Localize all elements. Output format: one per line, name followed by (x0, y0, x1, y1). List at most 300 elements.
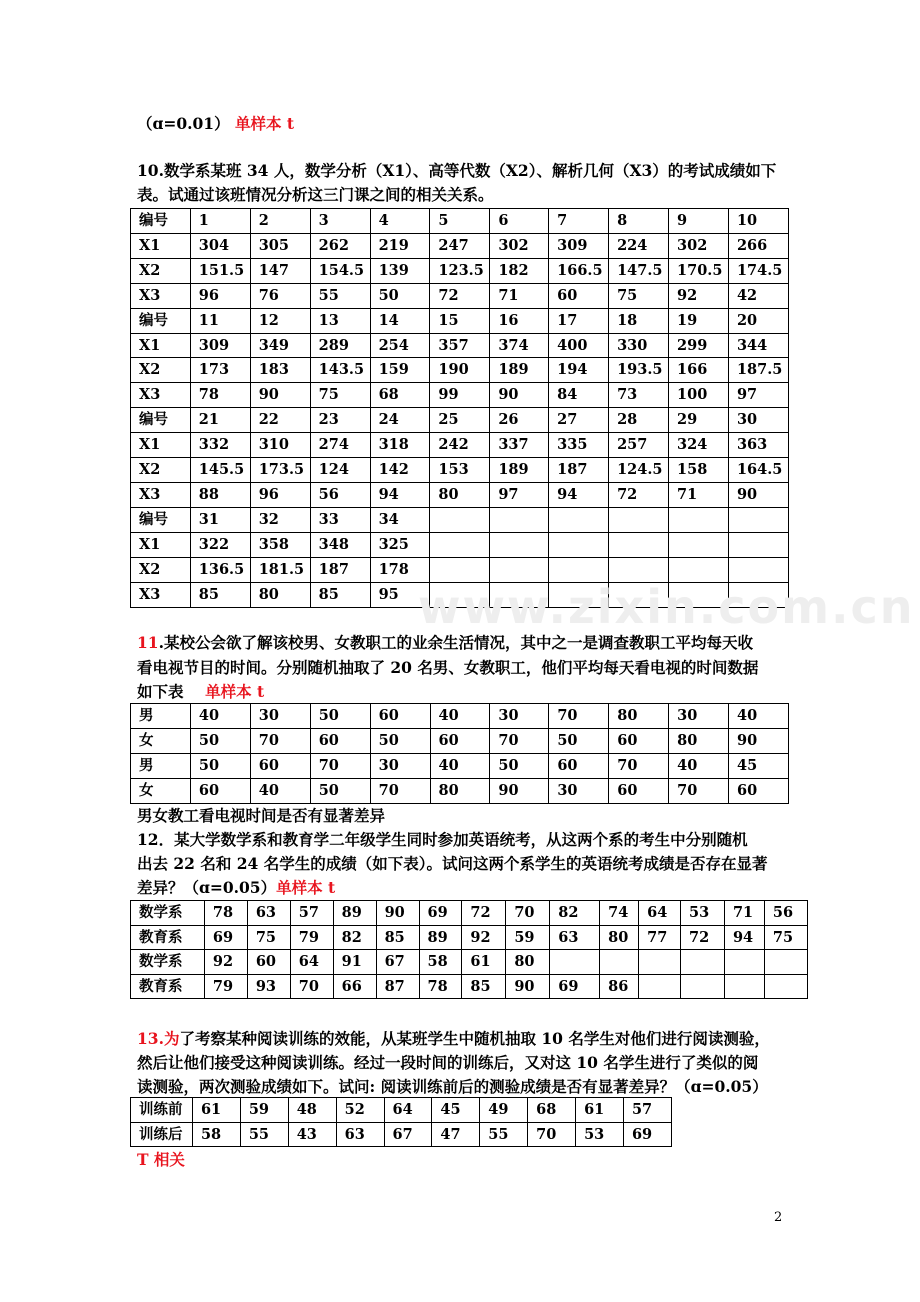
table-cell: 181.5 (250, 557, 310, 582)
table-cell: 70 (310, 754, 370, 779)
table-cell: 56 (764, 901, 807, 926)
table-cell: 79 (204, 974, 247, 999)
table-cell: 29 (669, 408, 729, 433)
table-cell (490, 532, 549, 557)
table-cell: 262 (310, 233, 370, 258)
table-cell: 19 (669, 308, 729, 333)
table-row (131, 704, 789, 729)
table-cell: 80 (430, 779, 490, 804)
table-cell: 309 (190, 333, 250, 358)
table-cell: 60 (729, 779, 789, 804)
table-row (131, 258, 789, 283)
table-cell (609, 557, 669, 582)
table-row (131, 209, 789, 234)
table-cell: 16 (490, 308, 549, 333)
table-cell: 25 (430, 408, 490, 433)
table-cell: 63 (336, 1122, 384, 1147)
table-cell: 80 (600, 925, 639, 950)
table-cell: 154.5 (310, 258, 370, 283)
table-cell: 40 (250, 779, 310, 804)
table-cell: 80 (250, 582, 310, 607)
table-cell: 85 (310, 582, 370, 607)
table-cell: 60 (250, 754, 310, 779)
row-header-cell: X2 (131, 557, 191, 582)
table-cell (728, 557, 788, 582)
table-cell: 189 (490, 358, 549, 383)
table-cell (639, 950, 681, 975)
table-cell: 72 (681, 925, 725, 950)
table-cell: 86 (600, 974, 639, 999)
row-header-cell: 训练前 (131, 1098, 193, 1123)
table-cell: 53 (681, 901, 725, 926)
table-cell: 363 (728, 433, 788, 458)
table-cell: 60 (549, 754, 609, 779)
table-cell: 45 (432, 1098, 480, 1123)
table-cell (681, 974, 725, 999)
table-cell: 57 (290, 901, 333, 926)
table-cell: 48 (288, 1098, 336, 1123)
table-cell: 55 (480, 1122, 528, 1147)
table-cell: 59 (240, 1098, 288, 1123)
table-cell (490, 557, 549, 582)
table-row (131, 729, 789, 754)
table-cell: 7 (549, 209, 609, 234)
table-cell: 80 (430, 482, 490, 507)
row-header-cell: 男 (131, 754, 191, 779)
table-cell: 247 (430, 233, 490, 258)
table-cell: 90 (728, 482, 788, 507)
table-cell (764, 950, 807, 975)
table-cell: 193.5 (609, 358, 669, 383)
q10-table (130, 208, 789, 608)
table-row (131, 925, 808, 950)
table-cell: 21 (190, 408, 250, 433)
table-cell: 94 (724, 925, 764, 950)
table-cell (764, 974, 807, 999)
table-cell (550, 950, 600, 975)
table-row (131, 383, 789, 408)
table-cell: 67 (384, 1122, 432, 1147)
table-cell: 324 (669, 433, 729, 458)
table-cell: 178 (370, 557, 430, 582)
table-cell: 344 (728, 333, 788, 358)
table-cell: 187 (310, 557, 370, 582)
table-cell: 90 (490, 383, 549, 408)
table-cell: 85 (376, 925, 419, 950)
table-cell: 40 (729, 704, 789, 729)
row-header-cell: X2 (131, 258, 191, 283)
q13-line-1-text: 了考察某种阅读训练的效能，从某班学生中随机抽取 10 名学生对他们进行阅读测验， (179, 1029, 770, 1048)
row-header-cell: 男 (131, 704, 191, 729)
table-cell (549, 507, 609, 532)
table-cell: 400 (549, 333, 609, 358)
table-cell: 2 (250, 209, 310, 234)
table-cell (669, 557, 729, 582)
table-cell: 61 (192, 1098, 240, 1123)
row-header-cell: X1 (131, 233, 191, 258)
table-row (131, 358, 789, 383)
table-cell: 68 (370, 383, 430, 408)
table-cell: 257 (609, 433, 669, 458)
table-cell (430, 532, 490, 557)
table-cell: 85 (190, 582, 250, 607)
row-header-cell: 教育系 (131, 925, 205, 950)
row-header-cell: X1 (131, 333, 191, 358)
q13-table (130, 1097, 672, 1147)
table-cell (600, 950, 639, 975)
row-header-cell: 编号 (131, 209, 191, 234)
table-cell: 194 (549, 358, 609, 383)
table-cell: 30 (370, 754, 430, 779)
table-cell: 40 (669, 754, 729, 779)
table-cell: 151.5 (190, 258, 250, 283)
table-cell: 72 (609, 482, 669, 507)
table-cell: 30 (728, 408, 788, 433)
q11-number: 11 (137, 633, 159, 652)
table-cell: 30 (490, 704, 549, 729)
table-cell: 310 (250, 433, 310, 458)
table-row (131, 283, 789, 308)
table-cell: 76 (250, 283, 310, 308)
table-row (131, 458, 789, 483)
q12-table (130, 900, 808, 999)
table-cell (430, 507, 490, 532)
table-cell (609, 507, 669, 532)
table-row (131, 950, 808, 975)
table-cell: 322 (190, 532, 250, 557)
table-row (131, 754, 789, 779)
q12-line-3 (137, 878, 335, 898)
table-cell: 69 (419, 901, 462, 926)
table-cell: 254 (370, 333, 430, 358)
table-cell: 69 (204, 925, 247, 950)
table-cell: 97 (490, 482, 549, 507)
table-cell: 50 (370, 283, 430, 308)
table-cell: 50 (310, 779, 370, 804)
method-label: 单样本 t (234, 114, 295, 133)
table-cell: 190 (430, 358, 490, 383)
table-cell: 174.5 (728, 258, 788, 283)
row-header-cell: 教育系 (131, 974, 205, 999)
table-cell (681, 950, 725, 975)
table-cell: 94 (549, 482, 609, 507)
table-cell: 49 (480, 1098, 528, 1123)
table-cell: 123.5 (430, 258, 490, 283)
table-cell (549, 532, 609, 557)
table-cell: 69 (550, 974, 600, 999)
table-cell: 84 (549, 383, 609, 408)
table-cell: 50 (190, 754, 250, 779)
table-cell: 147.5 (609, 258, 669, 283)
row-header-cell: X3 (131, 482, 191, 507)
alpha-text: （ɑ=0.01） (137, 114, 230, 133)
row-header-cell: 编号 (131, 507, 191, 532)
table-cell: 337 (490, 433, 549, 458)
q11-table (130, 703, 789, 804)
table-cell: 70 (490, 729, 549, 754)
table-cell: 52 (336, 1098, 384, 1123)
row-header-cell: 训练后 (131, 1122, 193, 1147)
table-cell: 64 (639, 901, 681, 926)
watermark: www.zixin.com.cn (418, 580, 915, 634)
table-cell: 170.5 (669, 258, 729, 283)
table-cell: 325 (370, 532, 430, 557)
row-header-cell: 编号 (131, 408, 191, 433)
row-header-cell: 女 (131, 779, 191, 804)
table-cell: 79 (290, 925, 333, 950)
table-cell (728, 532, 788, 557)
table-cell: 77 (639, 925, 681, 950)
table-cell: 40 (430, 704, 490, 729)
table-cell: 4 (370, 209, 430, 234)
q11-line-2: 看电视节目的时间。分别随机抽取了 20 名男、女教职工，他们平均每天看电视的时间数据 (137, 658, 759, 677)
table-cell: 60 (609, 779, 669, 804)
table-cell: 93 (247, 974, 290, 999)
table-cell: 90 (729, 729, 789, 754)
table-cell: 6 (490, 209, 549, 234)
table-row (131, 482, 789, 507)
q13-number: 13.为 (137, 1029, 180, 1048)
q11-line-1-text: .某校公会欲了解该校男、女教职工的业余生活情况，其中之一是调查教职工平均每天收 (158, 633, 753, 652)
table-cell: 11 (190, 308, 250, 333)
table-cell: 90 (490, 779, 549, 804)
table-cell: 60 (247, 950, 290, 975)
table-cell: 75 (310, 383, 370, 408)
table-cell: 70 (506, 901, 550, 926)
table-row (131, 233, 789, 258)
table-cell: 173.5 (250, 458, 310, 483)
table-row (131, 532, 789, 557)
table-cell: 17 (549, 308, 609, 333)
q12-method-label: 单样本 t (276, 878, 336, 897)
q12-line-1: 12．某大学数学系和教育学二年级学生同时参加英语统考，从这两个系的考生中分别随机 (137, 830, 748, 849)
table-cell: 124 (310, 458, 370, 483)
row-header-cell: X3 (131, 383, 191, 408)
table-cell (669, 507, 729, 532)
table-cell: 71 (724, 901, 764, 926)
table-row (131, 408, 789, 433)
table-row (131, 779, 789, 804)
table-cell: 53 (576, 1122, 624, 1147)
table-cell: 40 (430, 754, 490, 779)
table-cell: 73 (609, 383, 669, 408)
table-cell: 348 (310, 532, 370, 557)
q11-line-3 (137, 682, 264, 702)
table-row (131, 507, 789, 532)
table-row (131, 1098, 672, 1123)
q13-line-2: 然后让他们接受这种阅读训练。经过一段时间的训练后，又对这 10 名学生进行了类似的阅 (137, 1053, 759, 1072)
table-cell: 139 (370, 258, 430, 283)
table-cell: 92 (669, 283, 729, 308)
table-cell: 85 (462, 974, 506, 999)
table-cell: 70 (549, 704, 609, 729)
q13-line-3: 读测验，两次测验成绩如下。试问: 阅读训练前后的测验成绩是否有显著差异？（ɑ=0.05） (137, 1077, 768, 1096)
table-cell: 60 (549, 283, 609, 308)
table-cell: 58 (192, 1122, 240, 1147)
row-header-cell: 女 (131, 729, 191, 754)
table-cell (549, 557, 609, 582)
table-cell: 80 (506, 950, 550, 975)
table-cell: 266 (728, 233, 788, 258)
table-cell: 136.5 (190, 557, 250, 582)
table-cell: 9 (669, 209, 729, 234)
table-cell: 72 (430, 283, 490, 308)
row-header-cell: 数学系 (131, 950, 205, 975)
table-cell: 173 (190, 358, 250, 383)
table-cell: 70 (669, 779, 729, 804)
table-cell: 50 (310, 704, 370, 729)
table-cell: 96 (190, 283, 250, 308)
table-cell: 82 (333, 925, 376, 950)
table-cell: 20 (728, 308, 788, 333)
table-cell: 40 (190, 704, 250, 729)
table-cell: 33 (310, 507, 370, 532)
table-row (131, 974, 808, 999)
table-cell: 80 (669, 729, 729, 754)
table-cell: 92 (204, 950, 247, 975)
row-header-cell: X2 (131, 458, 191, 483)
table-cell: 82 (550, 901, 600, 926)
table-cell (728, 507, 788, 532)
table-cell: 70 (609, 754, 669, 779)
table-cell (430, 557, 490, 582)
table-cell (669, 532, 729, 557)
table-row (131, 333, 789, 358)
table-cell: 27 (549, 408, 609, 433)
table-cell: 45 (729, 754, 789, 779)
table-cell: 78 (190, 383, 250, 408)
table-cell: 305 (250, 233, 310, 258)
table-cell: 92 (462, 925, 506, 950)
table-cell: 164.5 (728, 458, 788, 483)
table-cell: 30 (669, 704, 729, 729)
table-cell: 68 (528, 1098, 576, 1123)
table-cell: 299 (669, 333, 729, 358)
table-cell: 349 (250, 333, 310, 358)
q13-line-1 (137, 1029, 770, 1049)
table-cell: 31 (190, 507, 250, 532)
table-cell (609, 532, 669, 557)
table-cell: 70 (290, 974, 333, 999)
table-cell: 43 (288, 1122, 336, 1147)
table-cell: 289 (310, 333, 370, 358)
table-cell: 100 (669, 383, 729, 408)
table-cell: 75 (247, 925, 290, 950)
table-cell: 95 (370, 582, 430, 607)
q12-line-2: 出去 22 名和 24 名学生的成绩（如下表）。试问这两个系学生的英语统考成绩是否存在显著 (137, 854, 768, 873)
table-row (131, 901, 808, 926)
table-cell: 24 (370, 408, 430, 433)
q11-line-1 (137, 633, 753, 653)
table-cell: 224 (609, 233, 669, 258)
table-cell: 94 (370, 482, 430, 507)
table-cell: 30 (549, 779, 609, 804)
table-cell: 96 (250, 482, 310, 507)
table-cell: 183 (250, 358, 310, 383)
table-cell: 75 (609, 283, 669, 308)
table-cell: 89 (419, 925, 462, 950)
table-cell: 189 (490, 458, 549, 483)
table-cell: 60 (310, 729, 370, 754)
table-cell: 75 (764, 925, 807, 950)
table-cell: 182 (490, 258, 549, 283)
table-cell: 1 (190, 209, 250, 234)
table-cell (490, 507, 549, 532)
table-cell: 374 (490, 333, 549, 358)
table-cell: 64 (290, 950, 333, 975)
table-cell: 78 (419, 974, 462, 999)
row-header-cell: X1 (131, 433, 191, 458)
table-cell: 32 (250, 507, 310, 532)
row-header-cell: X1 (131, 532, 191, 557)
table-cell: 28 (609, 408, 669, 433)
q10-line-2: 表。试通过该班情况分析这三门课之间的相关关系。 (137, 185, 494, 204)
table-cell: 80 (609, 704, 669, 729)
header-line (137, 114, 294, 134)
table-cell: 60 (370, 704, 430, 729)
table-row (131, 1122, 672, 1147)
table-cell (724, 974, 764, 999)
table-cell: 97 (728, 383, 788, 408)
table-cell: 61 (462, 950, 506, 975)
table-cell: 18 (609, 308, 669, 333)
table-cell: 87 (376, 974, 419, 999)
table-cell: 59 (506, 925, 550, 950)
table-cell: 50 (549, 729, 609, 754)
table-cell: 50 (370, 729, 430, 754)
table-cell: 145.5 (190, 458, 250, 483)
q11-line-3-text: 如下表 (137, 682, 184, 701)
table-cell: 55 (240, 1122, 288, 1147)
q12-line-3-text: 差异？（ɑ=0.05） (137, 878, 277, 897)
table-cell: 72 (462, 901, 506, 926)
table-cell: 187 (549, 458, 609, 483)
table-cell: 153 (430, 458, 490, 483)
table-cell: 63 (550, 925, 600, 950)
row-header-cell: X3 (131, 283, 191, 308)
table-cell: 34 (370, 507, 430, 532)
table-row (131, 557, 789, 582)
table-cell: 70 (528, 1122, 576, 1147)
table-cell: 63 (247, 901, 290, 926)
table-cell: 304 (190, 233, 250, 258)
table-cell: 58 (419, 950, 462, 975)
table-cell: 302 (490, 233, 549, 258)
table-cell: 187.5 (728, 358, 788, 383)
table-cell: 242 (430, 433, 490, 458)
table-row (131, 433, 789, 458)
table-cell: 166.5 (549, 258, 609, 283)
table-cell: 90 (250, 383, 310, 408)
table-cell: 158 (669, 458, 729, 483)
table-cell: 60 (609, 729, 669, 754)
table-cell: 5 (430, 209, 490, 234)
table-cell: 3 (310, 209, 370, 234)
table-cell: 99 (430, 383, 490, 408)
row-header-cell: 编号 (131, 308, 191, 333)
table-cell: 67 (376, 950, 419, 975)
table-cell: 57 (623, 1098, 671, 1123)
table-cell: 142 (370, 458, 430, 483)
table-cell: 88 (190, 482, 250, 507)
table-cell: 71 (490, 283, 549, 308)
table-cell: 56 (310, 482, 370, 507)
table-cell: 166 (669, 358, 729, 383)
table-cell: 61 (576, 1098, 624, 1123)
table-cell: 318 (370, 433, 430, 458)
table-cell: 55 (310, 283, 370, 308)
table-cell (724, 950, 764, 975)
